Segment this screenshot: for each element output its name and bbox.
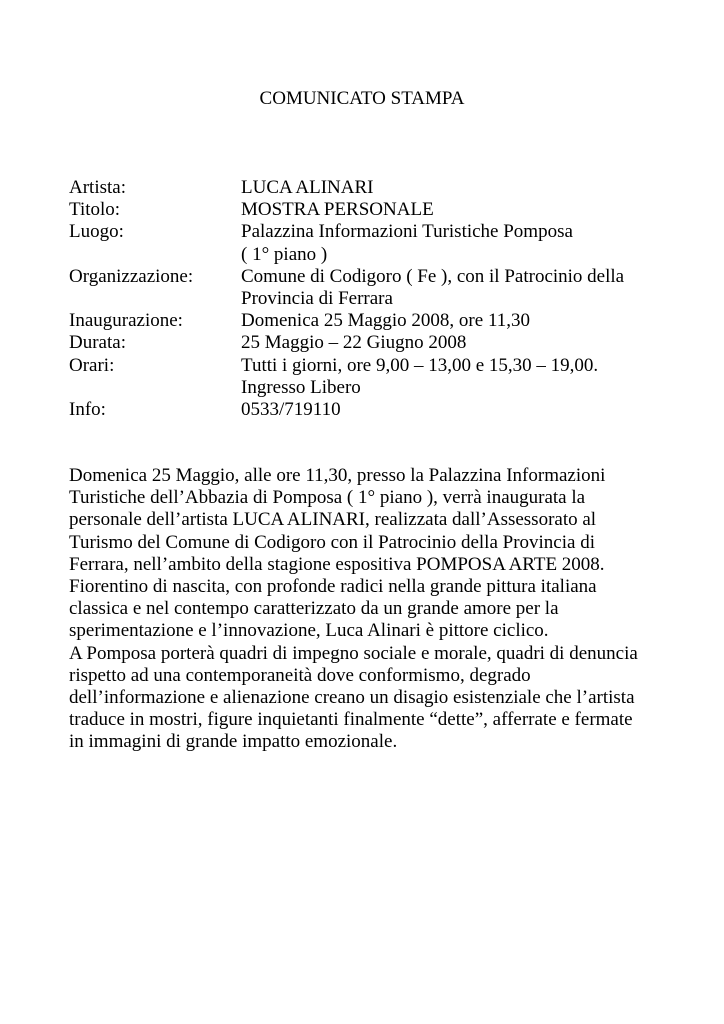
info-label: Organizzazione: xyxy=(69,265,194,287)
info-value xyxy=(241,332,669,354)
body-line: Turistiche dell’Abbazia di Pomposa ( 1° piano ), verrà inaugurata la xyxy=(69,487,586,509)
body-line: Ferrara, nell’ambito della stagione espositiva POMPOSA ARTE 2008. xyxy=(69,553,605,575)
body-line: Fiorentino di nascita, con profonde radici nella grande pittura italiana xyxy=(69,576,597,598)
body-paragraph xyxy=(69,465,669,754)
info-value xyxy=(241,310,669,332)
info-value-line: Tutti i giorni, ore 9,00 – 13,00 e 15,30 – 19,00. xyxy=(241,354,599,376)
info-value xyxy=(241,221,669,265)
body-line: A Pomposa porterà quadri di impegno sociale e morale, quadri di denuncia xyxy=(69,642,638,664)
info-row-orari xyxy=(69,355,669,399)
info-row-luogo xyxy=(69,221,669,265)
info-label: Luogo: xyxy=(69,221,124,243)
info-value-line: Palazzina Informazioni Turistiche Pomposa xyxy=(241,221,573,243)
body-line: Turismo del Comune di Codigoro con il Patrocinio della Provincia di xyxy=(69,531,595,553)
info-label: Info: xyxy=(69,399,106,421)
body-line: Domenica 25 Maggio, alle ore 11,30, presso la Palazzina Informazioni xyxy=(69,465,606,486)
info-value xyxy=(241,177,669,199)
body-line: dell’informazione e alienazione creano un disagio esistenziale che l’artista xyxy=(69,687,635,709)
info-row-info xyxy=(69,399,669,421)
info-table xyxy=(69,177,669,421)
info-row-organizzazione xyxy=(69,266,669,310)
info-value-line: Comune di Codigoro ( Fe ), con il Patrocinio della xyxy=(241,265,625,287)
info-label: Inaugurazione: xyxy=(69,310,183,332)
info-value-line: LUCA ALINARI xyxy=(241,177,374,198)
info-row-artista xyxy=(69,177,669,199)
body-line: personale dell’artista LUCA ALINARI, realizzata dall’Assessorato al xyxy=(69,509,597,531)
info-value-line: Provincia di Ferrara xyxy=(241,288,393,310)
body-line: classica e nel contempo caratterizzato da un grande amore per la xyxy=(69,598,559,620)
info-value-line: Ingresso Libero xyxy=(241,376,361,398)
info-value xyxy=(241,399,669,421)
info-value-line: MOSTRA PERSONALE xyxy=(241,199,434,221)
info-row-inaugurazione xyxy=(69,310,669,332)
info-label: Durata: xyxy=(69,332,126,354)
body-line: in immagini di grande impatto emozionale. xyxy=(69,731,398,753)
body-line: sperimentazione e l’innovazione, Luca Alinari è pittore ciclico. xyxy=(69,620,549,642)
info-value xyxy=(241,266,669,310)
info-value-line: 0533/719110 xyxy=(241,399,341,421)
info-label: Titolo: xyxy=(69,199,121,221)
info-value-line: ( 1° piano ) xyxy=(241,243,328,265)
info-value xyxy=(241,199,669,221)
info-row-titolo xyxy=(69,199,669,221)
info-label: Orari: xyxy=(69,354,115,376)
page-title: COMUNICATO STAMPA xyxy=(259,88,465,109)
body-line: traduce in mostri, figure inquietanti finalmente “dette”, afferrate e fermate xyxy=(69,709,633,731)
info-value-line: 25 Maggio – 22 Giugno 2008 xyxy=(241,332,467,354)
info-label: Artista: xyxy=(69,177,126,198)
body-line: rispetto ad una contemporaneità dove conformismo, degrado xyxy=(69,664,531,686)
info-value-line: Domenica 25 Maggio 2008, ore 11,30 xyxy=(241,310,530,332)
info-row-durata xyxy=(69,332,669,354)
info-value xyxy=(241,355,669,399)
